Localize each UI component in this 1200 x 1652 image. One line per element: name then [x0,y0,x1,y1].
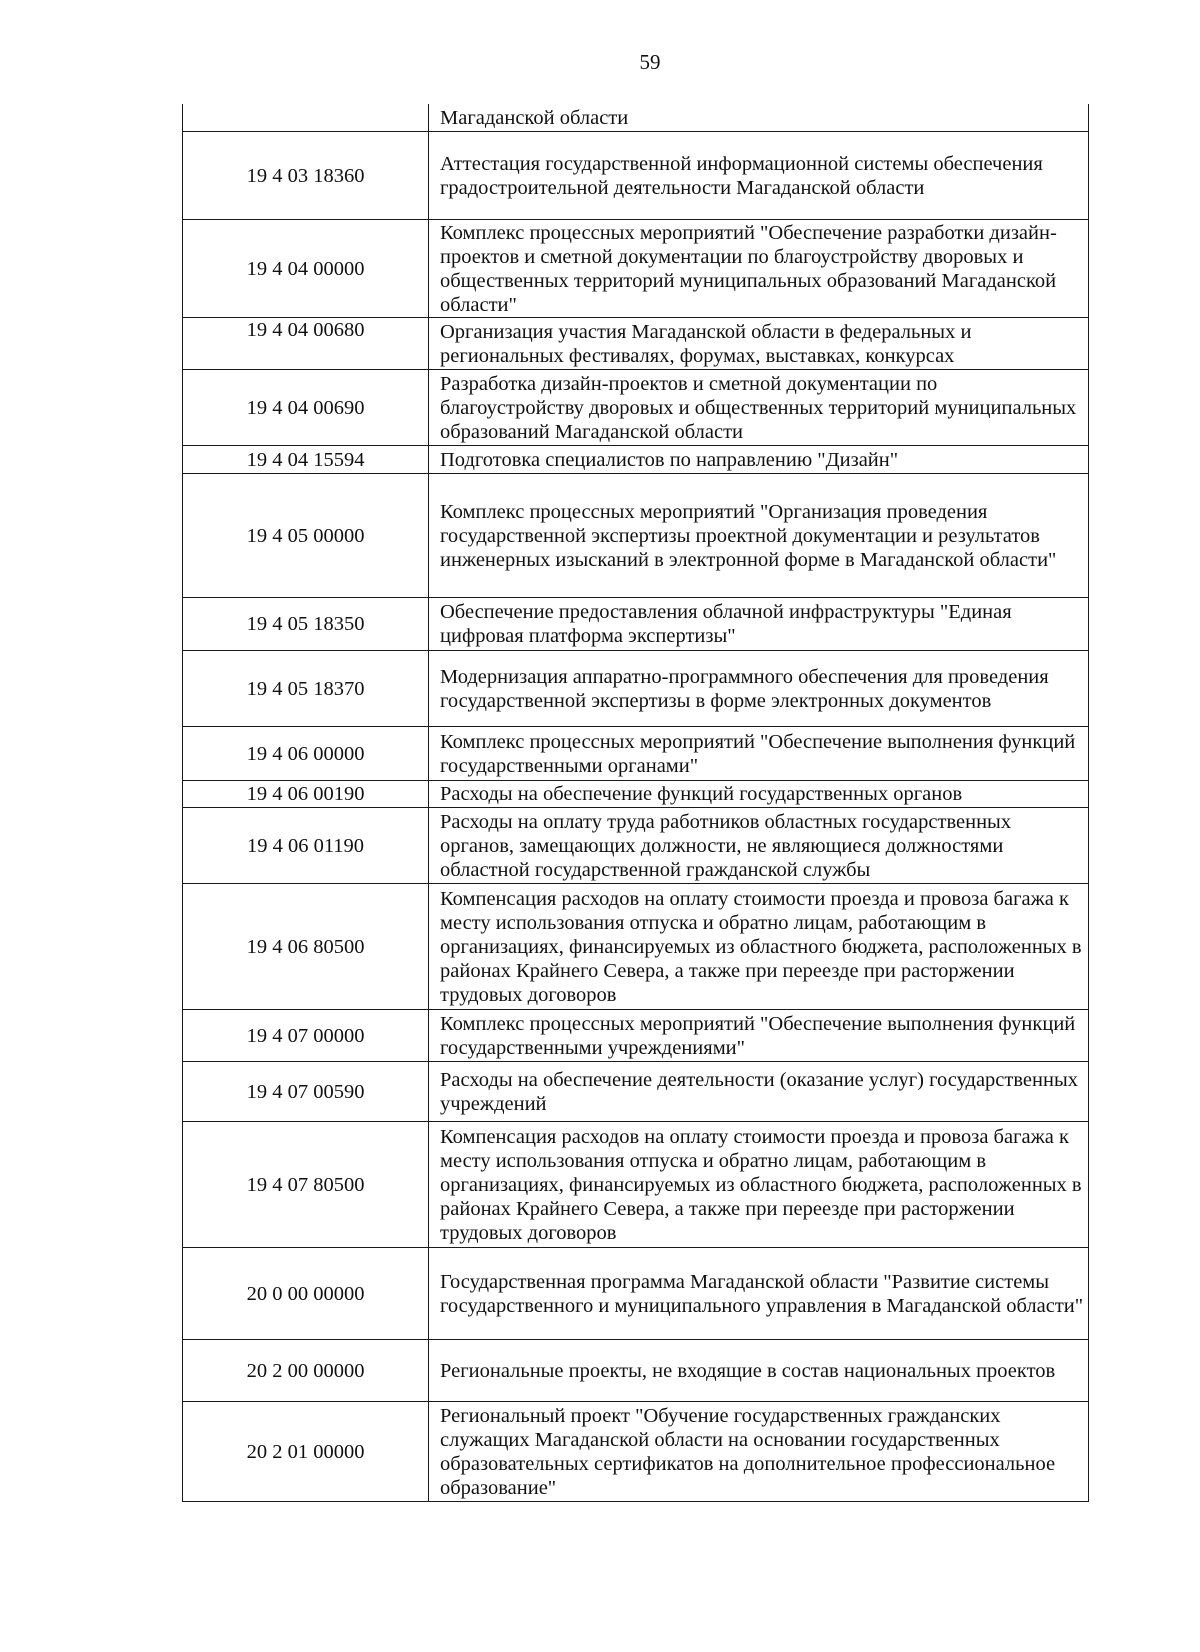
code-cell: 19 4 07 80500 [183,1121,429,1247]
name-cell: Комплекс процессных мероприятий "Обеспечение разработки дизайн-проектов и сметной документации по благоустройству дворовых и общественных территорий муниципальных образований Магаданской области" [429,219,1089,317]
code-cell: 19 4 06 00000 [183,726,429,780]
name-cell: Обеспечение предоставления облачной инфраструктуры "Единая цифровая платформа экспертизы" [429,597,1089,650]
budget-classification-table [182,104,1089,1502]
name-cell: Комплекс процессных мероприятий "Обеспечение выполнения функций государственными органами" [429,726,1089,780]
table-row [183,1247,1089,1339]
code-cell: 20 2 01 00000 [183,1401,429,1501]
name-cell: Расходы на обеспечение функций государственных органов [429,780,1089,807]
name-cell: Комплекс процессных мероприятий "Обеспечение выполнения функций государственными учреждениями" [429,1009,1089,1061]
table-row [183,726,1089,780]
code-cell: 19 4 04 15594 [183,445,429,473]
code-cell: 19 4 05 18350 [183,597,429,650]
code-cell: 19 4 05 18370 [183,650,429,726]
table-row [183,131,1089,219]
code-cell: 19 4 04 00680 [183,317,429,369]
table-row [183,1061,1089,1121]
table-row [183,780,1089,807]
code-cell: 19 4 03 18360 [183,131,429,219]
table-row [183,369,1089,445]
name-cell: Расходы на оплату труда работников областных государственных органов, замещающих должности, не являющиеся должностями областной государственной гражданской службы [429,807,1089,883]
code-cell: 19 4 06 00190 [183,780,429,807]
table-row [183,650,1089,726]
name-cell: Региональные проекты, не входящие в состав национальных проектов [429,1339,1089,1401]
table-row [183,883,1089,1009]
code-cell: 19 4 04 00000 [183,219,429,317]
name-cell: Расходы на обеспечение деятельности (оказание услуг) государственных учреждений [429,1061,1089,1121]
table-row [183,807,1089,883]
name-cell: Подготовка специалистов по направлению "Дизайн" [429,445,1089,473]
name-cell: Комплекс процессных мероприятий "Организация проведения государственной экспертизы проектной документации и результатов инженерных изысканий в электронной форме в Магаданской области" [429,473,1089,597]
table-row [183,445,1089,473]
table-row [183,1009,1089,1061]
code-cell [183,104,429,131]
code-cell: 20 0 00 00000 [183,1247,429,1339]
table-row [183,597,1089,650]
table-row [183,219,1089,317]
code-cell: 19 4 06 80500 [183,883,429,1009]
name-cell: Разработка дизайн-проектов и сметной документации по благоустройству дворовых и общественных территорий муниципальных образований Магаданской области [429,369,1089,445]
code-cell: 19 4 05 00000 [183,473,429,597]
name-cell: Региональный проект "Обучение государственных гражданских служащих Магаданской области на основании государственных образовательных сертификатов на дополнительное профессиональное образование" [429,1401,1089,1501]
page-number: 59 [639,50,661,74]
code-cell: 20 2 00 00000 [183,1339,429,1401]
table-row [183,104,1089,131]
name-cell: Организация участия Магаданской области в федеральных и региональных фестивалях, форумах, выставках, конкурсах [429,317,1089,369]
table-row [183,473,1089,597]
name-cell: Модернизация аппаратно-программного обеспечения для проведения государственной экспертизы в форме электронных документов [429,650,1089,726]
code-cell: 19 4 06 01190 [183,807,429,883]
name-cell: Государственная программа Магаданской области "Развитие системы государственного и муниципального управления в Магаданской области" [429,1247,1089,1339]
table-row [183,317,1089,369]
table-row [183,1339,1089,1401]
name-cell: Компенсация расходов на оплату стоимости проезда и провоза багажа к месту использования отпуска и обратно лицам, работающим в организациях, финансируемых из областного бюджета, расположенных в районах Крайнего Севера, а также при переезде при расторжении трудовых договоров [429,1121,1089,1247]
table-row [183,1121,1089,1247]
table-row [183,1401,1089,1501]
code-cell: 19 4 04 00690 [183,369,429,445]
code-cell: 19 4 07 00590 [183,1061,429,1121]
code-cell: 19 4 07 00000 [183,1009,429,1061]
name-cell: Компенсация расходов на оплату стоимости проезда и провоза багажа к месту использования отпуска и обратно лицам, работающим в организациях, финансируемых из областного бюджета, расположенных в районах Крайнего Севера, а также при переезде при расторжении трудовых договоров [429,883,1089,1009]
name-cell: Магаданской области [429,104,1089,131]
name-cell: Аттестация государственной информационной системы обеспечения градостроительной деятельности Магаданской области [429,131,1089,219]
